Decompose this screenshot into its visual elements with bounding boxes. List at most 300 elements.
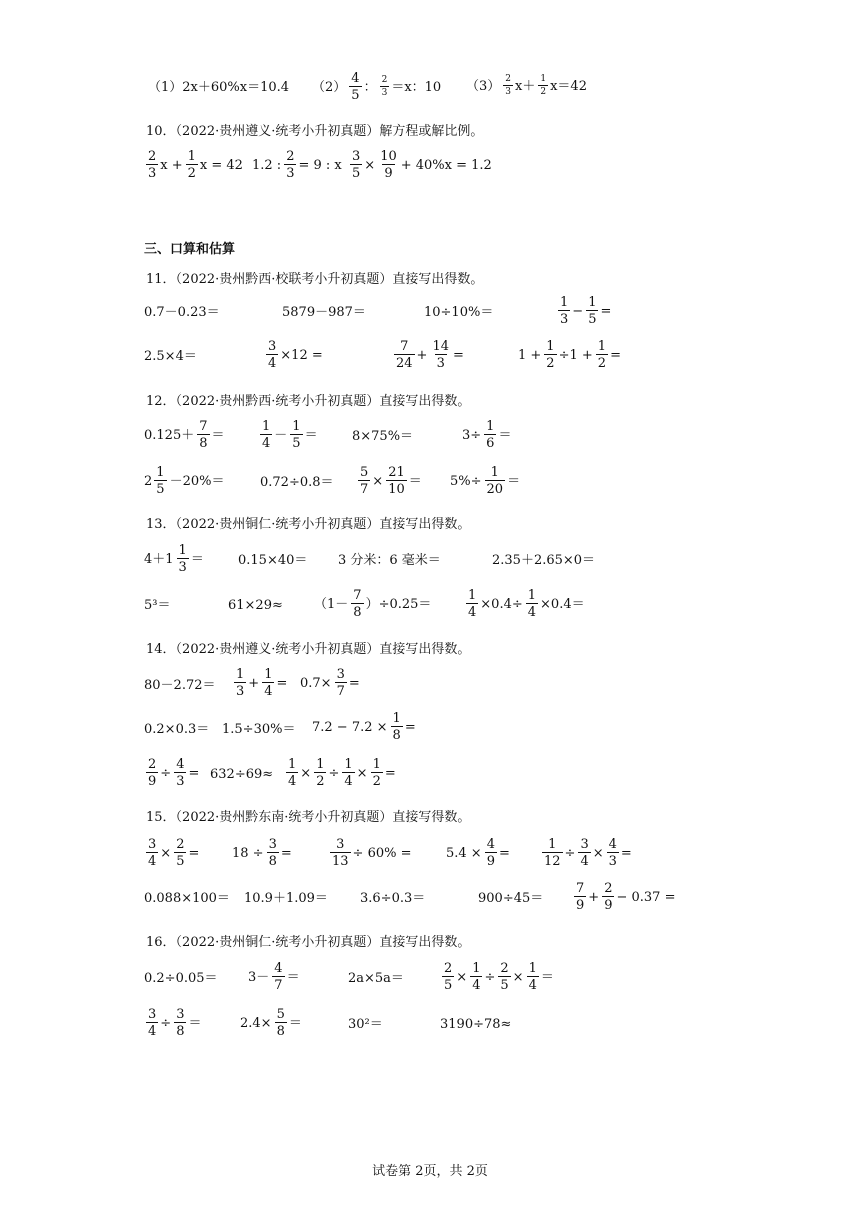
fraction <box>558 296 570 326</box>
fraction <box>284 150 296 180</box>
denominator: 2 <box>372 774 381 789</box>
q12-b <box>258 420 319 450</box>
denominator: 24 <box>396 356 413 371</box>
expression-text: 3－ <box>248 969 270 985</box>
numerator: 4 <box>176 757 185 772</box>
denominator: 4 <box>268 356 277 371</box>
expression-text: 2.4× <box>240 1015 272 1031</box>
q14-a: 80－2.72＝ <box>144 678 216 693</box>
fraction <box>177 544 189 574</box>
denominator: 4 <box>262 436 271 451</box>
numerator: 2 <box>176 837 185 852</box>
fraction <box>290 420 302 450</box>
fraction <box>146 838 158 868</box>
fraction <box>527 962 539 992</box>
q13-e: 5³＝ <box>144 598 171 613</box>
numerator: 2 <box>505 74 512 84</box>
numerator: 1 <box>264 667 273 682</box>
fraction <box>262 668 274 698</box>
denominator: 7 <box>274 978 283 993</box>
numerator: 2 <box>500 961 509 976</box>
q15-title: 15．（2022·贵州黔东南·统考小升初真题）直接写得数。 <box>146 810 471 825</box>
fraction <box>484 420 496 450</box>
q15-j <box>572 882 676 912</box>
equals: ＝ <box>288 1015 302 1031</box>
q16-d <box>440 962 555 992</box>
fraction <box>314 758 326 788</box>
fraction <box>544 340 556 370</box>
expression-text: x＋ <box>515 78 536 94</box>
expression-text: 0.7× <box>300 675 332 691</box>
denominator: 10 <box>388 482 405 497</box>
q15-c <box>328 838 413 868</box>
fraction <box>602 882 614 912</box>
q10-eq1 <box>144 150 244 180</box>
equals: = <box>276 675 288 691</box>
operator: × <box>300 765 312 781</box>
numerator: 1 <box>392 711 401 726</box>
fraction <box>466 589 478 619</box>
denominator: 9 <box>148 774 157 789</box>
fraction <box>266 340 278 370</box>
numerator: 3 <box>176 1007 185 1022</box>
q11-a: 0.7－0.23＝ <box>144 305 220 320</box>
equals: = <box>404 719 416 735</box>
q9-part1-text: （1）2x＋60%x＝10.4 <box>148 80 290 95</box>
numerator: 1 <box>316 757 325 772</box>
expression-text: x＝42 <box>550 78 587 94</box>
fraction <box>485 838 497 868</box>
denominator: 2 <box>316 774 325 789</box>
expression-text: 5.4 × <box>446 845 482 861</box>
fraction <box>349 72 361 102</box>
expression-text: （1－ <box>314 596 349 612</box>
denominator: 5 <box>176 854 185 869</box>
denominator: 4 <box>468 605 477 620</box>
fraction <box>146 758 158 788</box>
expression-text: 1.2 : <box>252 157 282 173</box>
denominator: 4 <box>288 774 297 789</box>
page-footer: 试卷第 2页，共 2页 <box>372 1164 488 1179</box>
fraction <box>286 758 298 788</box>
expression-text: 1 + <box>518 347 542 363</box>
numerator: 3 <box>268 339 277 354</box>
equals: ＝ <box>286 969 300 985</box>
denominator: 4 <box>528 978 537 993</box>
numerator: 1 <box>236 667 245 682</box>
numerator: 2 <box>604 881 613 896</box>
q15-b <box>232 838 293 868</box>
q11-g <box>392 340 465 370</box>
numerator: 2 <box>286 149 295 164</box>
q14-b <box>232 668 288 698</box>
expression-text: －20%＝ <box>169 473 225 489</box>
fraction <box>275 1008 287 1038</box>
equals: ＝ <box>498 427 512 443</box>
fraction <box>574 882 586 912</box>
q16-b <box>248 962 301 992</box>
q15-d <box>446 838 511 868</box>
q11-d <box>556 296 612 326</box>
denominator: 3 <box>381 88 388 98</box>
equals: ＝ <box>304 427 318 443</box>
fraction <box>174 1008 186 1038</box>
numerator: 2 <box>148 757 157 772</box>
q16-h: 3190÷78≈ <box>440 1017 512 1032</box>
operator: ÷ <box>484 969 496 985</box>
fraction <box>350 150 362 180</box>
q13-h <box>464 589 586 619</box>
operator: ÷ <box>160 765 172 781</box>
expression-text: − 0.37 = <box>616 889 676 905</box>
denominator: 3 <box>286 166 295 181</box>
denominator: 5 <box>444 978 453 993</box>
q14-i <box>284 758 397 788</box>
denominator: 6 <box>486 436 495 451</box>
fraction <box>378 150 399 180</box>
q14-c <box>300 668 361 698</box>
numerator: 1 <box>490 465 499 480</box>
numerator: 1 <box>588 295 597 310</box>
fraction <box>607 838 619 868</box>
q14-e: 1.5÷30%＝ <box>222 722 296 737</box>
q15-i: 900÷45＝ <box>478 891 544 906</box>
q14-g <box>144 758 200 788</box>
q9-part3 <box>466 75 588 97</box>
fraction <box>430 340 451 370</box>
equals: = <box>453 347 464 363</box>
expression-text: 18 ÷ <box>232 845 264 861</box>
q12-h <box>450 466 521 496</box>
denominator: 12 <box>544 854 561 869</box>
expression-text: ）÷0.25＝ <box>365 596 432 612</box>
q11-e: 2.5×4＝ <box>144 349 197 364</box>
denominator: 7 <box>360 482 369 497</box>
fraction <box>260 420 272 450</box>
denominator: 2 <box>540 87 547 97</box>
q10-eq3 <box>348 150 493 180</box>
numerator: 3 <box>148 1007 157 1022</box>
numerator: 14 <box>432 339 449 354</box>
fraction <box>234 668 246 698</box>
expression-text: ×12 = <box>280 347 323 363</box>
expression-text: x + <box>160 157 183 173</box>
expression-text: 5%÷ <box>450 473 482 489</box>
expression-text: = 9 : x <box>298 157 342 173</box>
equals: = <box>348 675 360 691</box>
equals: ＝ <box>408 473 422 489</box>
denominator: 9 <box>486 854 495 869</box>
fraction <box>272 962 284 992</box>
denominator: 4 <box>580 854 589 869</box>
fraction <box>146 150 158 180</box>
numerator: 2 <box>444 961 453 976</box>
fraction <box>498 962 510 992</box>
denominator: 3 <box>178 560 187 575</box>
denominator: 4 <box>264 684 273 699</box>
denominator: 9 <box>576 898 585 913</box>
fraction <box>351 589 363 619</box>
equals: = <box>384 765 396 781</box>
denominator: 9 <box>384 166 393 181</box>
numerator: 1 <box>344 757 353 772</box>
operator: + <box>588 889 600 905</box>
q12-a <box>144 420 226 450</box>
operator: ÷ <box>564 845 576 861</box>
equals: = <box>600 303 612 319</box>
numerator: 1 <box>472 961 481 976</box>
mixed-number <box>144 466 169 496</box>
equals: = <box>280 845 292 861</box>
q12-c: 8×75%＝ <box>352 429 414 444</box>
denominator: 4 <box>472 978 481 993</box>
fraction <box>371 758 383 788</box>
denominator: 7 <box>336 684 345 699</box>
q10-eq2 <box>252 150 343 180</box>
fraction <box>542 838 563 868</box>
expression-text: x = 42 <box>199 157 243 173</box>
operator: + <box>248 675 260 691</box>
denominator: 13 <box>332 854 349 869</box>
q14-title: 14．（2022·贵州遵义·统考小升初真题）直接写出得数。 <box>146 642 471 657</box>
fraction <box>578 838 590 868</box>
numerator: 1 <box>372 757 381 772</box>
q13-g <box>314 589 432 619</box>
denominator: 8 <box>353 605 362 620</box>
q16-title: 16．（2022·贵州铜仁·统考小升初真题）直接写出得数。 <box>146 935 471 950</box>
numerator: 3 <box>580 837 589 852</box>
q11-c: 10÷10%＝ <box>424 305 494 320</box>
denominator: 5 <box>588 312 597 327</box>
fraction <box>394 340 415 370</box>
q13-c: 3 分米：6 毫米＝ <box>338 553 441 568</box>
denominator: 3 <box>560 312 569 327</box>
q11-title: 11．（2022·贵州黔西·校联考小升初真题）直接写出得数。 <box>146 272 484 287</box>
expression-text: 0.125＋ <box>144 427 195 443</box>
q11-h <box>518 340 622 370</box>
q13-title: 13．（2022·贵州铜仁·统考小升初真题）直接写出得数。 <box>146 517 471 532</box>
equals: = <box>620 845 632 861</box>
numerator: 4 <box>608 837 617 852</box>
expression-text: 3÷ <box>462 427 482 443</box>
expression-text: + 40%x = 1.2 <box>400 157 492 173</box>
numerator: 1 <box>262 419 271 434</box>
numerator: 7 <box>199 419 208 434</box>
equals: = <box>188 765 200 781</box>
denominator: 8 <box>392 728 401 743</box>
fraction <box>526 589 538 619</box>
expression-text: ÷ 60% = <box>352 845 412 861</box>
denominator: 4 <box>148 854 157 869</box>
numerator: 1 <box>597 339 607 354</box>
numerator: 1 <box>528 961 537 976</box>
fraction <box>586 296 598 326</box>
denominator: 4 <box>148 1024 157 1039</box>
q13-b: 0.15×40＝ <box>238 553 308 568</box>
denominator: 3 <box>505 87 512 97</box>
numerator: 5 <box>360 465 369 480</box>
fraction <box>267 838 279 868</box>
equals: ＝ <box>190 551 204 567</box>
denominator: 5 <box>351 88 360 103</box>
fraction <box>330 838 351 868</box>
fraction <box>197 420 209 450</box>
expression-text: × <box>364 157 376 173</box>
numerator: 3 <box>352 149 361 164</box>
expression-text: 7.2 − 7.2 × <box>312 719 388 735</box>
denominator: 3 <box>236 684 245 699</box>
fraction <box>154 466 166 496</box>
q15-g: 10.9＋1.09＝ <box>244 891 328 906</box>
q16-e <box>144 1008 202 1038</box>
numerator: 7 <box>576 881 585 896</box>
q13-f: 61×29≈ <box>228 598 283 613</box>
whole-part: 2 <box>144 473 153 489</box>
denominator: 4 <box>527 605 537 620</box>
numerator: 21 <box>388 465 405 480</box>
q16-g: 30²＝ <box>348 1017 383 1032</box>
expression-text: ＝x：10 <box>391 79 442 95</box>
fraction <box>503 75 513 97</box>
numerator: 2 <box>148 149 157 164</box>
denominator: 3 <box>436 356 445 371</box>
operator: × <box>592 845 604 861</box>
numerator: 1 <box>546 339 555 354</box>
numerator: 1 <box>468 588 477 603</box>
expression-text: 4＋1 <box>144 551 174 567</box>
fraction <box>442 962 454 992</box>
fraction <box>146 1008 158 1038</box>
denominator: 4 <box>344 774 353 789</box>
fraction <box>391 712 403 742</box>
q9-part3-label: （3） <box>466 78 501 94</box>
numerator: 7 <box>400 339 409 354</box>
fraction <box>174 758 186 788</box>
numerator: 3 <box>268 837 277 852</box>
numerator: 1 <box>292 419 301 434</box>
expression-text: ÷1 + <box>558 347 593 363</box>
numerator: 5 <box>276 1007 285 1022</box>
numerator: 4 <box>486 837 495 852</box>
fraction <box>342 758 354 788</box>
q16-c: 2a×5a＝ <box>348 971 404 986</box>
numerator: 1 <box>288 757 297 772</box>
numerator: 4 <box>274 961 283 976</box>
denominator: 3 <box>608 854 617 869</box>
q16-a: 0.2÷0.05＝ <box>144 971 218 986</box>
fraction <box>386 466 407 496</box>
equals: ＝ <box>188 1015 202 1031</box>
equals: ＝ <box>507 473 521 489</box>
q14-d: 0.2×0.3＝ <box>144 722 210 737</box>
numerator: 3 <box>148 837 157 852</box>
numerator: 1 <box>540 74 547 84</box>
fraction <box>380 76 390 98</box>
operator: × <box>456 969 468 985</box>
operator: × <box>356 765 368 781</box>
operator: + <box>416 347 428 363</box>
numerator: 1 <box>486 419 495 434</box>
section-heading: 三、口算和估算 <box>144 242 236 257</box>
operator: ÷ <box>328 765 340 781</box>
fraction <box>538 75 548 97</box>
denominator: 5 <box>352 166 361 181</box>
fraction <box>186 150 198 180</box>
q15-h: 3.6÷0.3＝ <box>360 891 426 906</box>
q15-f: 0.088×100＝ <box>144 891 230 906</box>
fraction <box>335 668 347 698</box>
q15-a <box>144 838 200 868</box>
expression-text: ×0.4＝ <box>540 596 585 612</box>
q13-a <box>144 544 205 574</box>
numerator: 1 <box>560 295 569 310</box>
denominator: 9 <box>604 898 613 913</box>
fraction <box>596 340 608 370</box>
numerator: 3 <box>336 837 345 852</box>
numerator: 1 <box>178 543 187 558</box>
numerator: 1 <box>527 588 537 603</box>
q10-title: 10．（2022·贵州遵义·统考小升初真题）解方程或解比例。 <box>146 124 484 139</box>
q14-f <box>312 712 417 742</box>
operator: × <box>160 845 172 861</box>
q12-f: 0.72÷0.8＝ <box>260 475 334 490</box>
q11-f <box>264 340 324 370</box>
q15-e <box>540 838 633 868</box>
denominator: 8 <box>199 436 208 451</box>
operator: − <box>572 303 584 319</box>
numerator: 4 <box>351 71 360 86</box>
denominator: 8 <box>268 854 277 869</box>
fraction <box>485 466 506 496</box>
denominator: 2 <box>597 356 607 371</box>
numerator: 10 <box>380 149 397 164</box>
q12-d <box>462 420 512 450</box>
numerator: 1 <box>548 837 557 852</box>
denominator: 8 <box>176 1024 185 1039</box>
q9-part2-label: （2） <box>312 79 347 95</box>
equals: ＝ <box>211 427 225 443</box>
numerator: 1 <box>156 465 165 480</box>
denominator: 3 <box>176 774 185 789</box>
equals: = <box>498 845 510 861</box>
denominator: 3 <box>148 166 157 181</box>
equals: ＝ <box>540 969 554 985</box>
denominator: 5 <box>500 978 509 993</box>
q12-title: 12．（2022·贵州黔西·统考小升初真题）直接写出得数。 <box>146 394 471 409</box>
q12-e <box>144 466 225 496</box>
numerator: 2 <box>381 75 388 85</box>
operator: － <box>274 427 288 443</box>
expression-text: ×0.4÷ <box>480 596 523 612</box>
q9-part2 <box>312 72 442 102</box>
numerator: 1 <box>187 149 196 164</box>
q13-d: 2.35＋2.65×0＝ <box>492 553 596 568</box>
denominator: 8 <box>276 1024 285 1039</box>
fraction <box>358 466 370 496</box>
q16-f <box>240 1008 303 1038</box>
q9-part1 <box>148 81 290 94</box>
denominator: 2 <box>546 356 555 371</box>
numerator: 3 <box>336 667 345 682</box>
q14-h: 632÷69≈ <box>210 767 274 782</box>
operator: × <box>512 969 524 985</box>
denominator: 2 <box>187 166 196 181</box>
equals: = <box>610 347 621 363</box>
denominator: 20 <box>486 482 504 497</box>
fraction <box>174 838 186 868</box>
q12-g <box>356 466 423 496</box>
operator: × <box>372 473 384 489</box>
